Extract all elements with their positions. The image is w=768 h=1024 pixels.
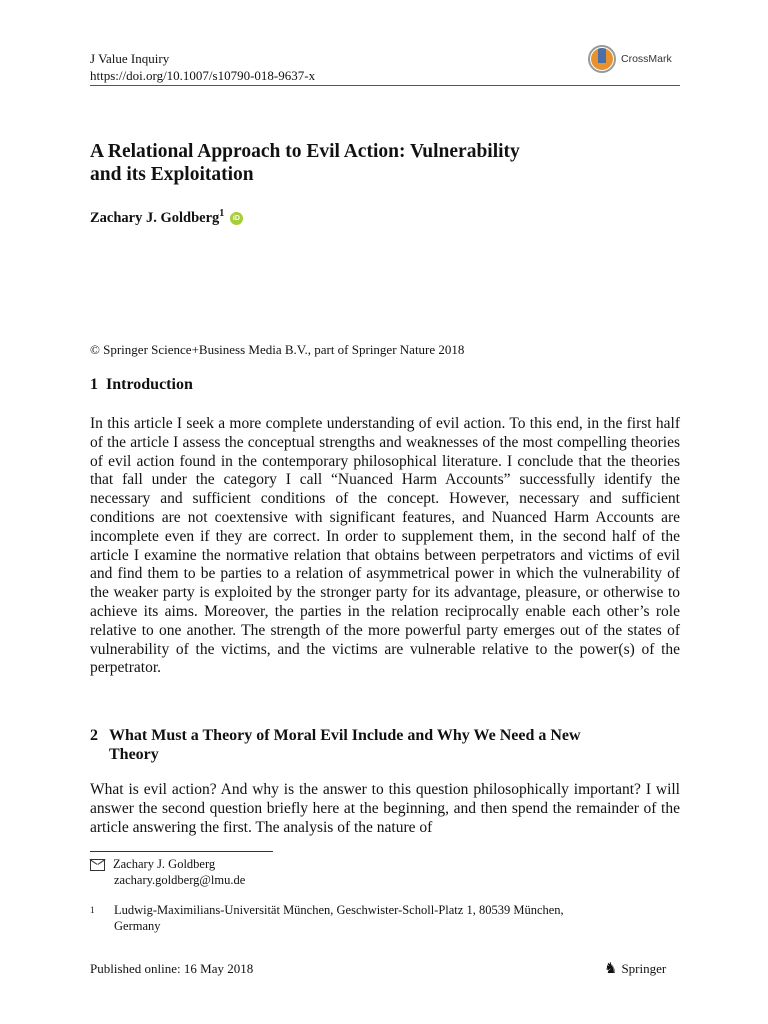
contact-footnote [90, 856, 245, 888]
crossmark-label: CrossMark [621, 53, 672, 65]
section-2-paragraph: What is evil action? And why is the answer to this question philosophically important? I will answer the second question briefly here at the beginning, and then spend the remainder of the article answering the first. The analysis of the nature of [90, 781, 680, 836]
section-1-paragraph: In this article I seek a more complete understanding of evil action. To this end, in the first half of the article I assess the conceptual strengths and weaknesses of the most compelling theories of evil action found in the contemporary philosophical literature. I conclude that the theories that fall under the category I call “Nuanced Harm Accounts” successfully identify the necessary and sufficient conditions of the concept. However, necessary and sufficient conditions are not coextensive with significant features, and Nuanced Harm Accounts are incomplete even if they are correct. In order to supplement them, in the second half of the article I examine the normative relation that obtains between perpetrators and victims of evil and find them to be parties to a relation of asymmetrical power in which the vulnerability of the weaker party is exploited by the stronger party for its advantage, pleasure, or otherwise to achieve its aims. Moreover, the parties in the relation reciprocally enable each other’s role relative to one another. The strength of the more powerful party emerges out of the states of vulnerability of the victims, and the victims are vulnerable relative to the power(s) of the perpetrator. [90, 415, 680, 677]
title-line-1: A Relational Approach to Evil Action: Vulnerability [90, 141, 520, 162]
section-1-title: Introduction [106, 376, 193, 393]
doi-link[interactable]: https://doi.org/10.1007/s10790-018-9637-x [90, 68, 316, 83]
author-name: Zachary J. Goldberg [90, 209, 220, 226]
springer-horse-icon: ♞ [604, 961, 618, 977]
affiliation-footnote [90, 902, 680, 934]
affiliation-line-2: Germany [114, 919, 161, 933]
footnote-divider [90, 851, 273, 852]
crossmark-icon [588, 45, 616, 73]
journal-name: J Value Inquiry [90, 51, 170, 66]
author-affiliation-marker: 1 [219, 208, 225, 219]
title-line-2: and its Exploitation [90, 164, 254, 185]
journal-header [90, 50, 315, 84]
orcid-icon[interactable]: iD [230, 212, 243, 225]
publisher-name: Springer [621, 960, 667, 976]
article-title [90, 140, 690, 186]
section-2-number: 2 [90, 727, 98, 744]
copyright-notice: © Springer Science+Business Media B.V., part of Springer Nature 2018 [90, 342, 465, 357]
author-line [90, 208, 243, 227]
affiliation-marker: 1 [90, 905, 95, 915]
springer-logo [604, 959, 666, 978]
contact-email[interactable]: zachary.goldberg@lmu.de [114, 873, 246, 887]
section-2-title-line-2: Theory [109, 746, 159, 763]
section-1-number: 1 [90, 376, 98, 393]
affiliation-line-1: Ludwig-Maximilians-Universität München, Geschwister-Scholl-Platz 1, 80539 München, [114, 903, 564, 917]
envelope-icon [90, 859, 105, 871]
section-2-title-line-1: What Must a Theory of Moral Evil Include and Why We Need a New [109, 727, 581, 744]
header-divider [90, 85, 680, 86]
contact-name: Zachary J. Goldberg [113, 857, 216, 871]
crossmark-badge[interactable] [588, 44, 680, 74]
section-1-heading [90, 376, 193, 394]
section-2-heading [90, 726, 685, 764]
published-date: Published online: 16 May 2018 [90, 961, 254, 976]
